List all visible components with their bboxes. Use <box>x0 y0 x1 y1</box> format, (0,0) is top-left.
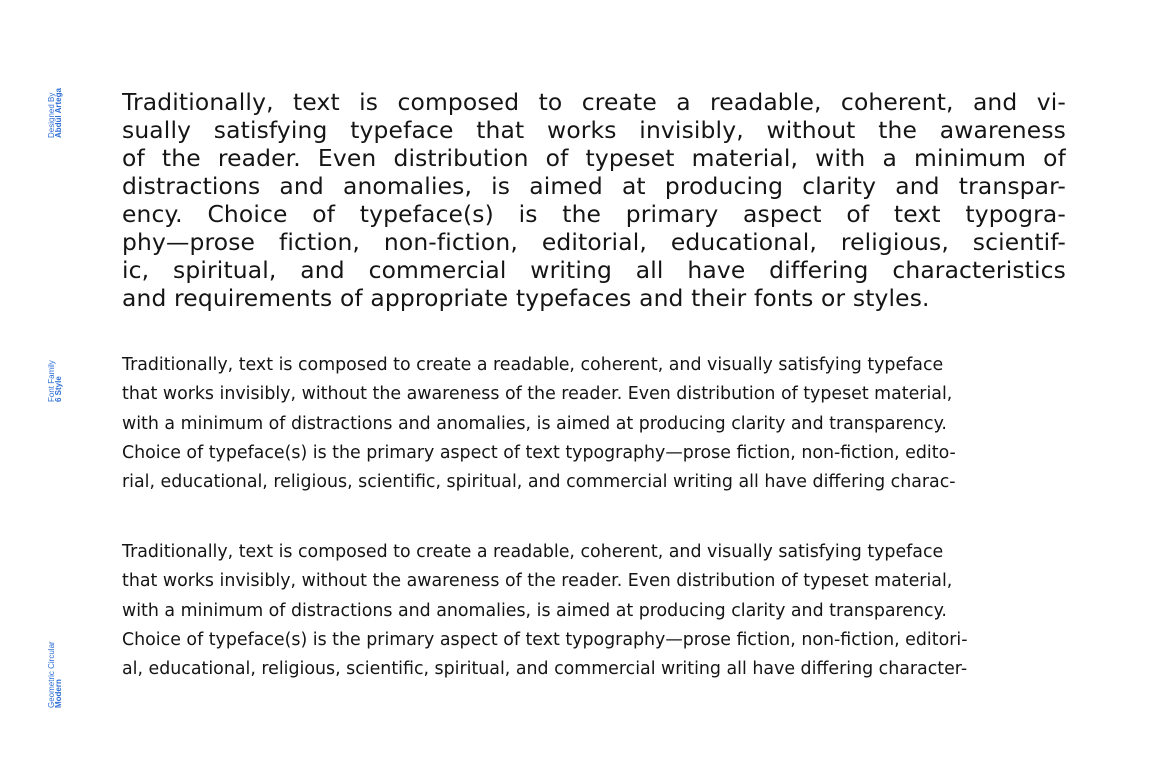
medium-specimen-line: that works invisibly, without the awareness of the reader. Even distribution of typeset material, <box>122 384 953 405</box>
large-specimen-line: phy—prose fiction, non-fiction, editorial, educational, religious, scientif- <box>122 228 1066 256</box>
large-specimen-line: and requirements of appropriate typefaces and their fonts or styles. <box>122 284 930 312</box>
medium-specimen-line: Choice of typeface(s) is the primary aspect of text typography—prose fiction, non-fiction, edito- <box>122 442 956 463</box>
large-specimen-line: ency. Choice of typeface(s) is the primary aspect of text typogra- <box>122 200 1066 228</box>
medium-specimen-line: Traditionally, text is composed to create a readable, coherent, and visually satisfying typeface <box>122 355 944 375</box>
font-family-count: 6 Style <box>54 376 63 402</box>
large-specimen-line: distractions and anomalies, is aimed at producing clarity and transpar- <box>122 172 1066 200</box>
large-specimen-line: ic, spiritual, and commercial writing all have differing characteristics <box>122 256 1066 284</box>
regular-specimen-paragraph <box>122 538 1122 684</box>
designer-credit-label <box>47 88 63 138</box>
large-specimen-line: sually satisfying typeface that works invisibly, without the awareness <box>122 116 1066 144</box>
designer-credit-name: Abdul Artega <box>54 88 63 138</box>
large-specimen-line: of the reader. Even distribution of typeset material, with a minimum of <box>122 144 1066 172</box>
font-style-label <box>47 641 63 708</box>
large-specimen-line: Traditionally, text is composed to create a readable, coherent, and vi- <box>122 88 1066 116</box>
font-family-caption: Font Family <box>47 360 56 402</box>
regular-specimen-line: with a minimum of distractions and anomalies, is aimed at producing clarity and transparency. <box>122 600 947 621</box>
font-style-caption: Geometric Circular <box>47 641 56 708</box>
regular-specimen-line: that works invisibly, without the awareness of the reader. Even distribution of typeset material, <box>122 571 953 592</box>
medium-specimen-line: with a minimum of distractions and anomalies, is aimed at producing clarity and transparency. <box>122 413 947 434</box>
regular-specimen-line: Traditionally, text is composed to create a readable, coherent, and visually satisfying typeface <box>122 542 944 562</box>
font-style-name: Modern <box>54 679 63 708</box>
large-specimen-paragraph <box>122 88 1066 312</box>
font-family-label <box>48 362 62 402</box>
designer-credit-caption: Designed By <box>47 92 56 138</box>
medium-specimen-paragraph <box>122 351 1122 497</box>
regular-specimen-line: al, educational, religious, scientific, spiritual, and commercial writing all have differing character- <box>122 659 968 680</box>
medium-specimen-line: rial, educational, religious, scientific, spiritual, and commercial writing all have differing charac- <box>122 472 956 493</box>
regular-specimen-line: Choice of typeface(s) is the primary aspect of text typography—prose fiction, non-fiction, editori- <box>122 629 968 650</box>
